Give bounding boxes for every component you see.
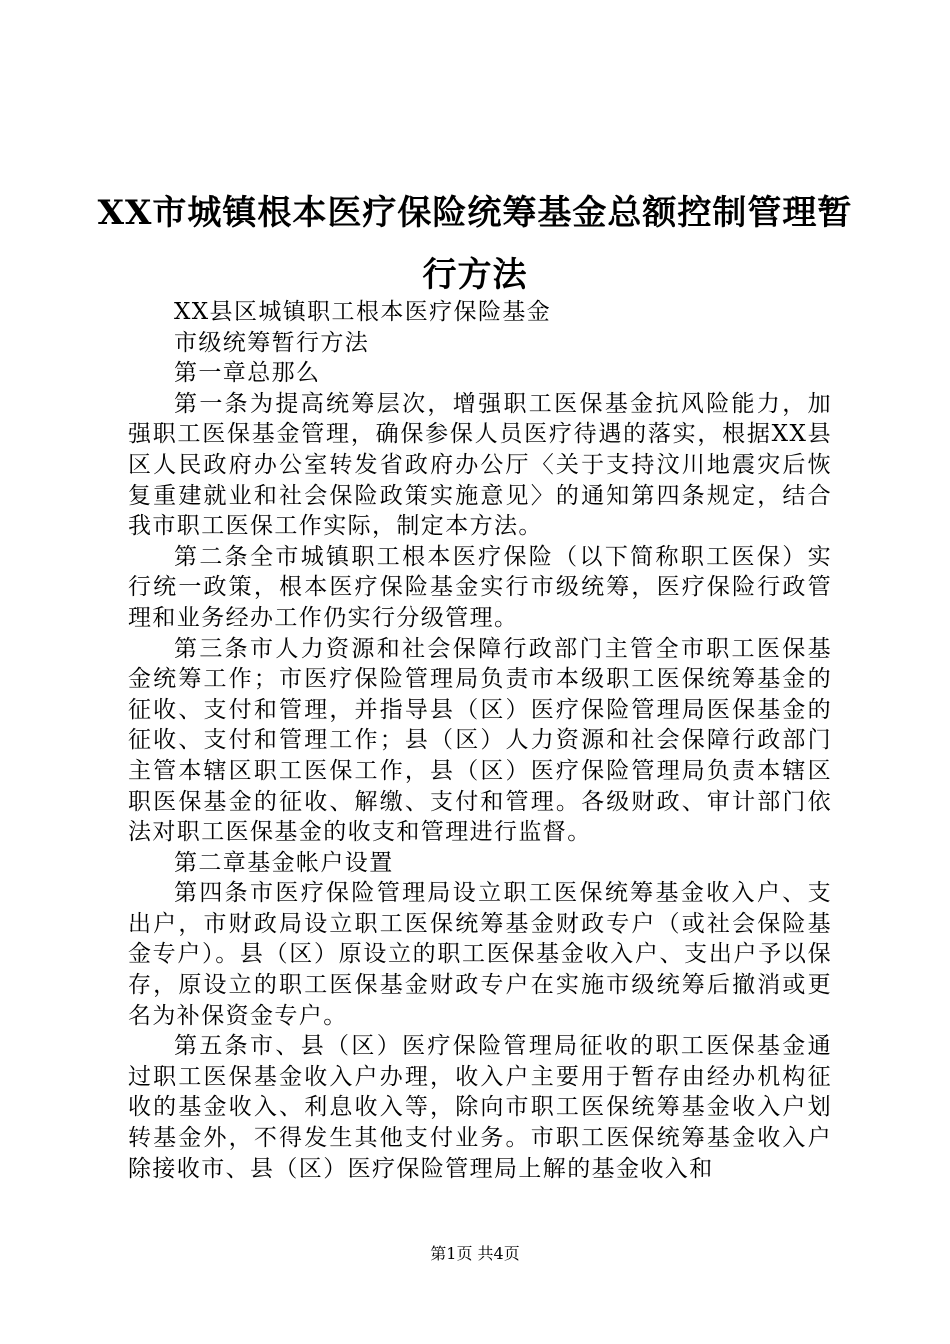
paragraph: XX县区城镇职工根本医疗保险基金 <box>174 299 552 325</box>
document-body <box>128 297 832 1184</box>
page-footer: 第1页 共4页 <box>430 1244 520 1263</box>
chapter-heading: 第二章基金帐户设置 <box>174 849 394 876</box>
paragraph: 第一条为提高统筹层次，增强职工医保基金抗风险能力，加强职工医保基金管理，确保参保人员医疗待遇的落实，根据XX县区人民政府办公室转发省政府办公厅〈关于支持汶川地震灾后恢复重建就业和社会保险政策实施意见〉的通知第四条规定，结合我市职工医保工作实际，制定本方法。 <box>128 390 832 540</box>
paragraph: 市级统筹暂行方法 <box>174 329 370 356</box>
paragraph: 第三条市人力资源和社会保障行政部门主管全市职工医保基金统筹工作；市医疗保险管理局负责市本级职工医保统筹基金的征收、支付和管理，并指导县（区）医疗保险管理局医保基金的征收、支付和管理工作；县（区）人力资源和社会保障行政部门主管本辖区职工医保工作，县（区）医疗保险管理局负责本辖区职医保基金的征收、解缴、支付和管理。各级财政、审计部门依法对职工医保基金的收支和管理进行监督。 <box>128 635 832 846</box>
paragraph: 第四条市医疗保险管理局设立职工医保统筹基金收入户、支出户，市财政局设立职工医保统筹基金财政专户（或社会保险基金专户）。县（区）原设立的职工医保基金收入户、支出户予以保存，原设立的职工医保基金财政专户在实施市级统筹后撤消或更名为补保资金专户。 <box>128 880 832 1029</box>
paragraph: 第五条市、县（区）医疗保险管理局征收的职工医保基金通过职工医保基金收入户办理，收入户主要用于暂存由经办机构征收的基金收入、利息收入等，除向市职工医保统筹基金收入户划转基金外，不得发生其他支付业务。市职工医保统筹基金收入户除接收市、县（区）医疗保险管理局上解的基金收入和 <box>128 1033 832 1182</box>
paragraph: 第二条全市城镇职工根本医疗保险（以下简称职工医保）实行统一政策，根本医疗保险基金实行市级统筹，医疗保险行政管理和业务经办工作仍实行分级管理。 <box>128 543 832 631</box>
chapter-heading: 第一章总那么 <box>174 360 321 387</box>
document-title: XX市城镇根本医疗保险统筹基金总额控制管理暂行方法 <box>97 193 853 295</box>
